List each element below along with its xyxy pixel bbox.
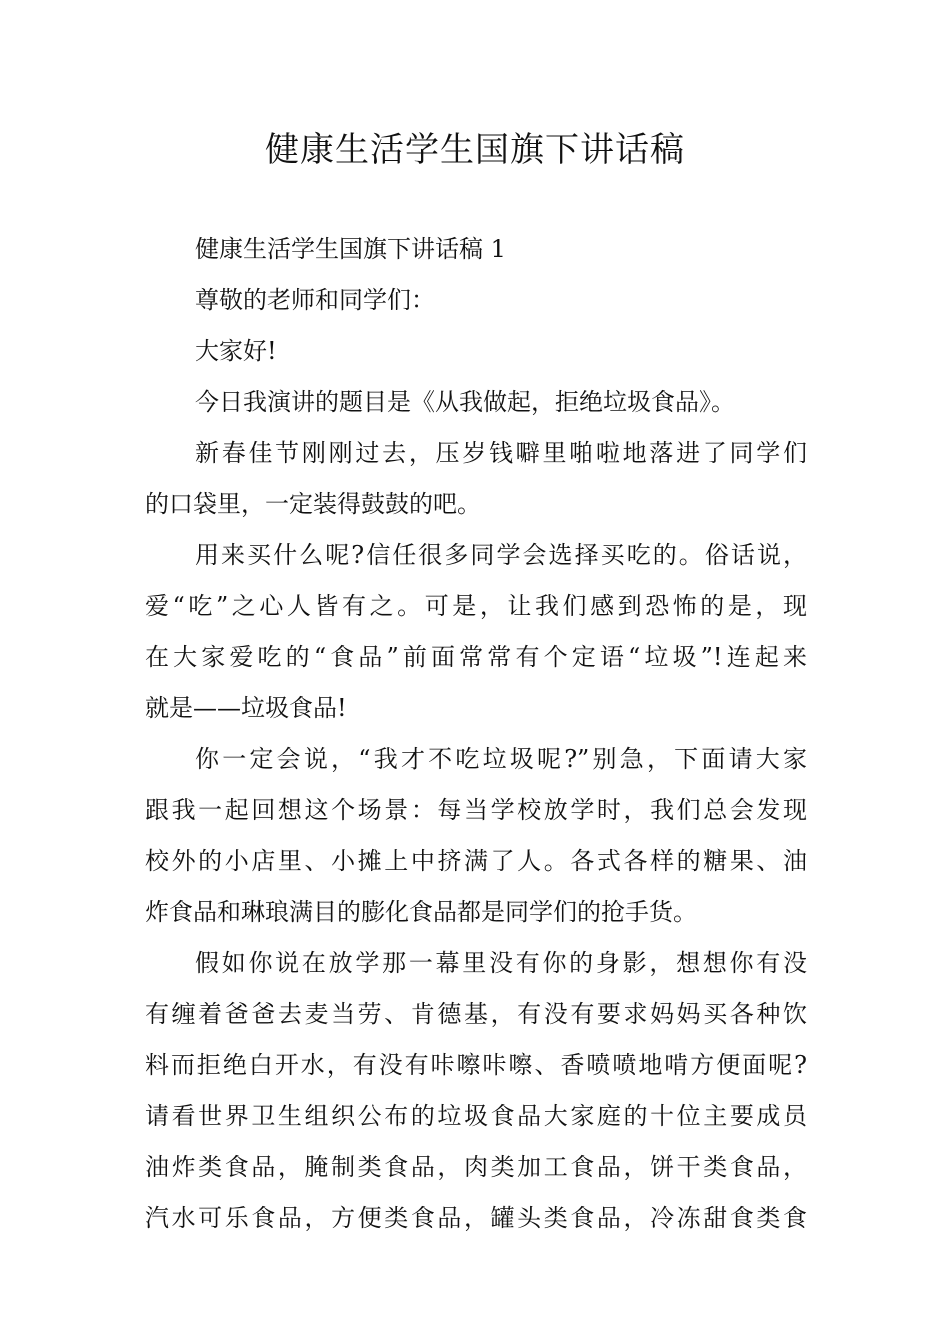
paragraph-line: 的口袋里，一定装得鼓鼓的吧。 (145, 490, 481, 518)
paragraph-line: 油炸类食品，腌制类食品，肉类加工食品，饼干类食品， (145, 1153, 807, 1181)
paragraph-line: 跟我一起回想这个场景：每当学校放学时，我们总会发现 (145, 796, 807, 824)
paragraph-line: 请看世界卫生组织公布的垃圾食品大家庭的十位主要成员 (145, 1102, 807, 1130)
greeting: 大家好! (195, 337, 277, 365)
paragraph-line: 今日我演讲的题目是《从我做起，拒绝垃圾食品》。 (195, 388, 735, 416)
paragraph-line: 爱“吃”之心人皆有之。可是，让我们感到恐怖的是，现 (145, 592, 807, 620)
section-heading: 健康生活学生国旗下讲话稿 1 (195, 235, 506, 263)
paragraph-line: 在大家爱吃的“食品”前面常常有个定语“垃圾”!连起来 (145, 643, 807, 671)
paragraph-line: 新春佳节刚刚过去，压岁钱噼里啪啦地落进了同学们 (195, 439, 807, 467)
paragraph-line: 汽水可乐食品，方便类食品，罐头类食品，冷冻甜食类食 (145, 1204, 807, 1232)
paragraph-line: 假如你说在放学那一幕里没有你的身影，想想你有没 (195, 949, 807, 977)
paragraph-line: 炸食品和琳琅满目的膨化食品都是同学们的抢手货。 (145, 898, 697, 926)
document-title: 健康生活学生国旗下讲话稿 (265, 130, 685, 170)
salutation: 尊敬的老师和同学们： (195, 286, 435, 314)
paragraph-line: 有缠着爸爸去麦当劳、肯德基，有没有要求妈妈买各种饮 (145, 1000, 807, 1028)
paragraph-line: 校外的小店里、小摊上中挤满了人。各式各样的糖果、油 (145, 847, 807, 875)
paragraph-line: 你一定会说，“我才不吃垃圾呢?”别急，下面请大家 (195, 745, 807, 773)
paragraph-line: 就是——垃圾食品! (145, 694, 347, 722)
document-body (145, 224, 807, 1244)
paragraph-line: 料而拒绝白开水，有没有咔嚓咔嚓、香喷喷地啃方便面呢? (145, 1051, 807, 1079)
paragraph-line: 用来买什么呢?信任很多同学会选择买吃的。俗话说， (195, 541, 807, 569)
